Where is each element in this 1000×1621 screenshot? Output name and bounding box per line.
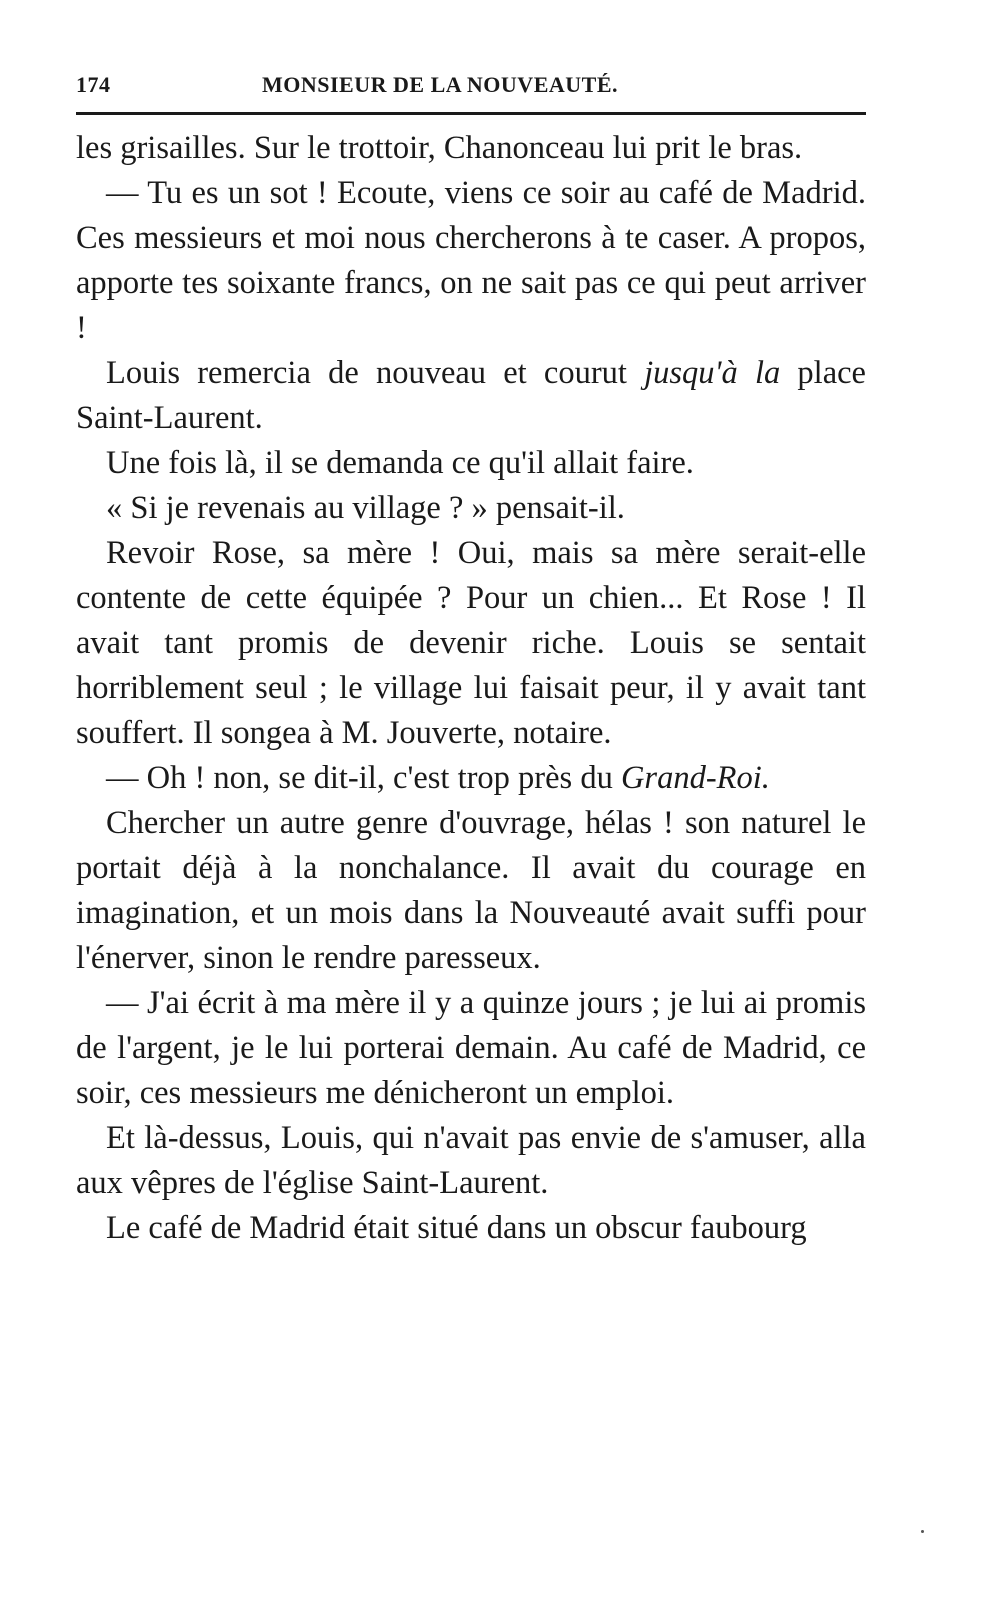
paragraph-4 <box>76 441 866 486</box>
page-header <box>76 60 866 104</box>
text-segment: — Tu es un sot ! Ecoute, viens ce soir au café de Madrid. Ces messieurs et moi nous chercherons à te caser. A propos, apporte tes soixante francs, on ne sait pas ce qui peut arriver ! <box>76 175 866 346</box>
paragraph-2 <box>76 171 866 351</box>
text-segment: — J'ai écrit à ma mère il y a quinze jours ; je lui ai promis de l'argent, je le lui porterai demain. Au café de Madrid, ce soir, ces messieurs me dénicheront un emploi. <box>76 985 866 1111</box>
text-segment: Une fois là, il se demanda ce qu'il allait faire. <box>106 445 694 481</box>
paragraph-6 <box>76 531 866 756</box>
text-segment: les grisailles. Sur le trottoir, Chanonceau lui prit le bras. <box>76 130 803 166</box>
print-speck <box>921 1530 924 1533</box>
text-segment: — Oh ! non, se dit-il, c'est trop près du <box>106 760 621 796</box>
paragraph-5 <box>76 486 866 531</box>
paragraph-8 <box>76 801 866 981</box>
paragraph-3 <box>76 351 866 441</box>
text-segment: Louis remercia de nouveau et courut <box>106 355 645 391</box>
paragraph-7 <box>76 756 866 801</box>
text-segment: Et là-dessus, Louis, qui n'avait pas envie de s'amuser, alla aux vêpres de l'église Saint-Laurent. <box>76 1120 866 1201</box>
book-page <box>76 60 866 1246</box>
text-segment: Revoir Rose, sa mère ! Oui, mais sa mère serait-elle contente de cette équipée ? Pour un chien... Et Rose ! Il avait tant promis de devenir riche. Louis se sentait horriblement seul ; le village lui faisait peur, il y avait tant souffert. Il songea à M. Jouverte, notaire. <box>76 535 866 751</box>
paragraph-10 <box>76 1116 866 1206</box>
paragraph-9 <box>76 981 866 1116</box>
page-number: 174 <box>76 72 111 97</box>
header-rule <box>76 112 866 115</box>
text-segment: place Saint-Laurent. <box>76 355 866 436</box>
text-segment: Le café de Madrid était situé dans un obscur faubourg <box>106 1210 807 1246</box>
italic-text-segment: jusqu'à la <box>644 355 781 391</box>
running-title: MONSIEUR DE LA NOUVEAUTÉ. <box>262 72 618 97</box>
body-text <box>76 126 866 1251</box>
text-segment: « Si je revenais au village ? » pensait-il. <box>106 490 625 526</box>
paragraph-11 <box>76 1206 866 1251</box>
paragraph-1 <box>76 126 866 171</box>
italic-text-segment: Grand-Roi. <box>620 760 770 796</box>
text-segment: Chercher un autre genre d'ouvrage, hélas ! son naturel le portait déjà à la nonchalance. Il avait du courage en imagination, et un mois dans la Nouveauté avait suffi pour l'énerver, sinon le rendre paresseux. <box>76 805 866 976</box>
